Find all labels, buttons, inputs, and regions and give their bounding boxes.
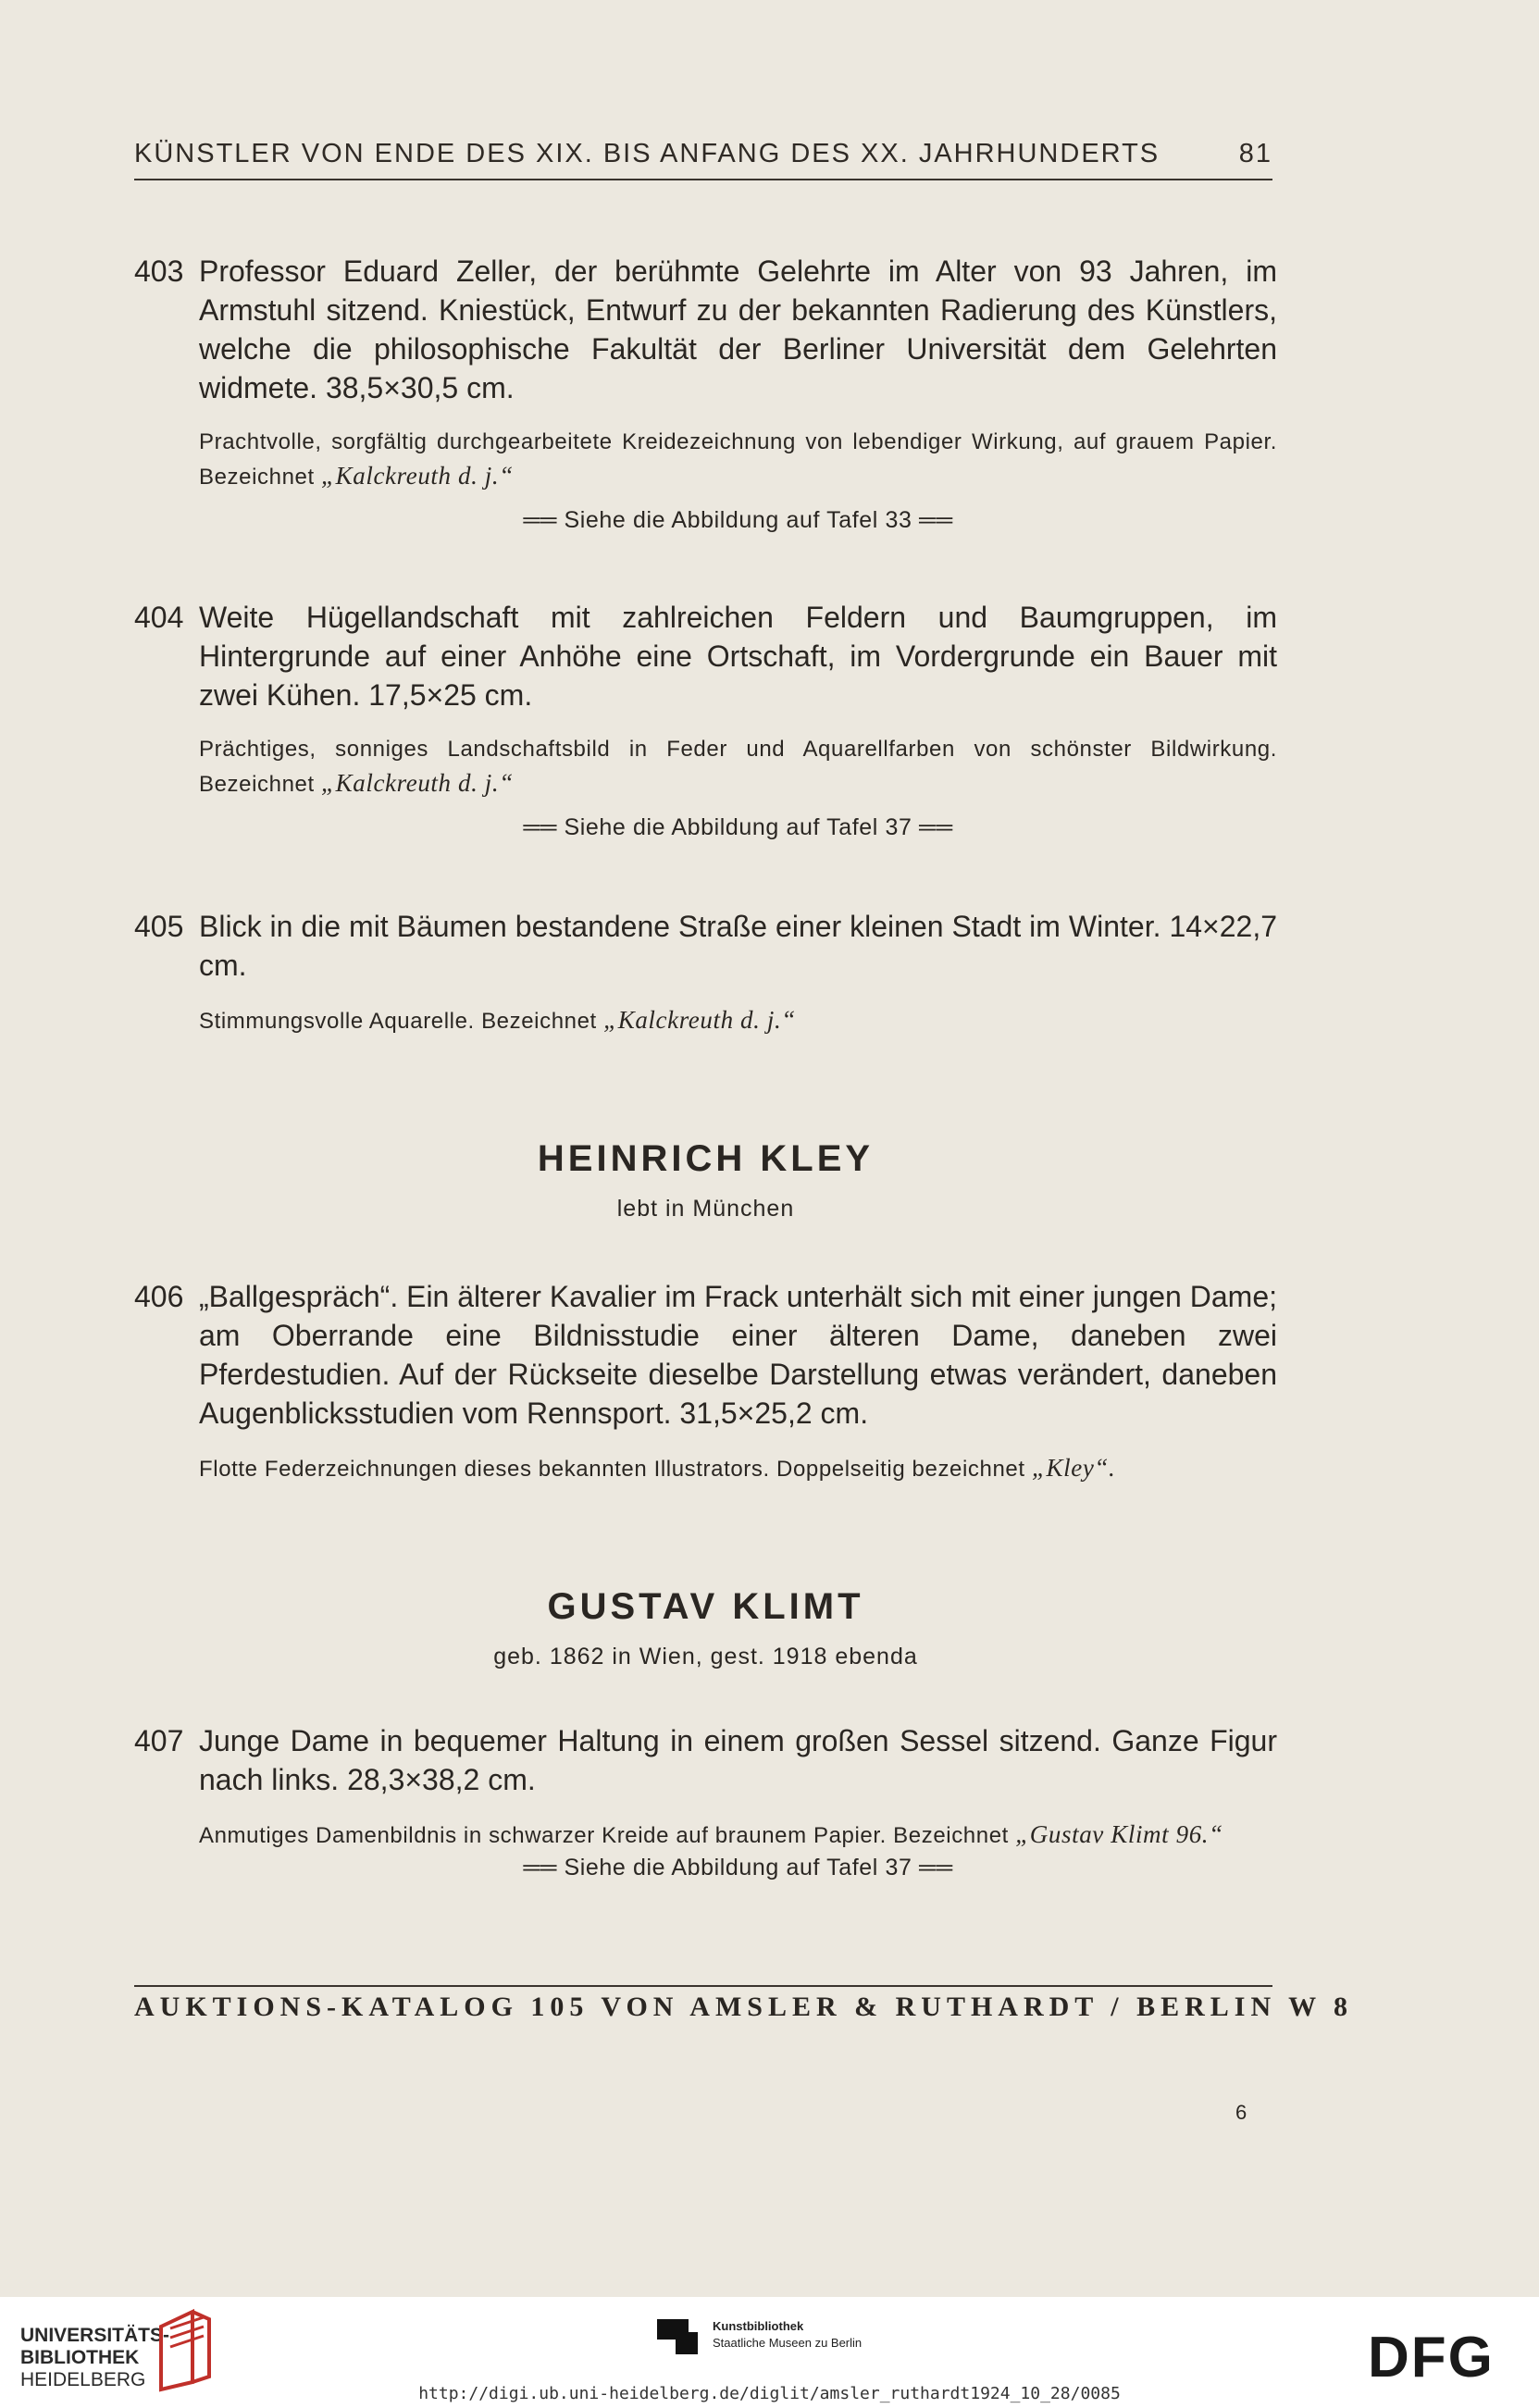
- entry-description: Junge Dame in bequemer Haltung in einem großen Sessel sitzend. Ganze Figur nach links. 28,3×38,2 cm.: [199, 1724, 1277, 1796]
- entry-note: [199, 733, 1277, 801]
- note-signature: „Kalckreuth d. j.“: [603, 1006, 796, 1034]
- plate-reference: ══ Siehe die Abbildung auf Tafel 37 ══: [523, 1855, 953, 1880]
- catalog-entry-405: [134, 907, 1277, 1038]
- artist-name-kley: HEINRICH KLEY: [537, 1138, 875, 1179]
- entry-note: [199, 1003, 1277, 1038]
- note-text: Flotte Federzeichnungen dieses bekannten Illustrators. Doppelseitig bezeichnet: [199, 1457, 1025, 1482]
- note-signature: „Kalckreuth d. j.“: [321, 462, 514, 490]
- catalog-entry-406: [134, 1277, 1277, 1486]
- entry-number: 406: [134, 1280, 184, 1313]
- note-signature: „Kley“.: [1031, 1454, 1116, 1482]
- running-head-title: KÜNSTLER VON ENDE DES XIX. BIS ANFANG DES XX. JAHRHUNDERTS: [134, 139, 1160, 168]
- ub-logo-line1: UNIVERSITÄTS-: [20, 2325, 170, 2346]
- entry-number: 405: [134, 910, 184, 943]
- kunstbibliothek-text: [713, 2318, 862, 2352]
- note-text: Anmutiges Damenbildnis in schwarzer Kreide auf braunem Papier. Bezeichnet: [199, 1823, 1009, 1848]
- entry-number: 404: [134, 601, 184, 634]
- kunstbibliothek-icon: [655, 2314, 701, 2356]
- entry-number: 403: [134, 254, 184, 288]
- entry-note: [199, 1451, 1277, 1486]
- sheet-number: 6: [1235, 2101, 1247, 2124]
- dfg-logo[interactable]: DFG: [1368, 2326, 1495, 2389]
- note-text: Stimmungsvolle Aquarelle. Bezeichnet: [199, 1009, 597, 1034]
- kb-line2: Staatliche Museen zu Berlin: [713, 2336, 863, 2350]
- kunstbibliothek-logo[interactable]: [655, 2314, 862, 2356]
- entry-description: „Ballgespräch“. Ein älterer Kavalier im Frack unterhält sich mit einer jungen Dame; am Oberrande eine Bildnisstudie einer älteren Dame, daneben zwei Pferdestudien. Auf der Rückseite dieselbe Darstellung etwas verändert, daneben Augenblicksstudien vom Rennsport. 31,5×25,2 cm.: [199, 1280, 1277, 1430]
- note-text: Prachtvolle, sorgfältig durchgearbeitete Kreidezeichnung von lebendiger Wirkung, auf grauem Papier. Bezeichnet: [199, 429, 1277, 490]
- kb-line1: Kunstbibliothek: [713, 2319, 804, 2333]
- note-signature: „Kalckreuth d. j.“: [321, 769, 514, 797]
- artist-name-klimt: GUSTAV KLIMT: [547, 1586, 864, 1627]
- running-head: [134, 139, 1272, 169]
- catalog-entry-407: [134, 1721, 1277, 1881]
- note-signature: „Gustav Klimt 96.“: [1015, 1820, 1223, 1848]
- catalog-footer: AUKTIONS-KATALOG 105 VON AMSLER & RUTHARDT / BERLIN W 8: [134, 1992, 1354, 2022]
- entry-number: 407: [134, 1724, 184, 1757]
- entry-note: [199, 1818, 1277, 1853]
- catalog-entry-404: [134, 598, 1277, 841]
- ub-logo-line3: HEIDELBERG: [20, 2369, 146, 2390]
- note-text: Prächtiges, sonniges Landschaftsbild in Feder und Aquarellfarben von schönster Bildwirkung. Bezeichnet: [199, 737, 1277, 797]
- plate-reference: ══ Siehe die Abbildung auf Tafel 37 ══: [523, 814, 953, 840]
- page-number: 81: [1238, 139, 1272, 168]
- plate-reference: ══ Siehe die Abbildung auf Tafel 33 ══: [523, 507, 953, 533]
- catalog-entry-403: [134, 252, 1277, 534]
- entry-description: Professor Eduard Zeller, der berühmte Gelehrte im Alter von 93 Jahren, im Armstuhl sitzend. Kniestück, Entwurf zu der bekannten Radierung des Künstlers, welche die philosophische Fakultät der Berliner Universität dem Gelehrten widmete. 38,5×30,5 cm.: [199, 254, 1277, 404]
- entry-note: [199, 426, 1277, 494]
- artist-subtitle-klimt: geb. 1862 in Wien, gest. 1918 ebenda: [493, 1644, 918, 1669]
- footer-rule: [134, 1985, 1272, 1987]
- header-rule: [134, 179, 1272, 180]
- entry-description: Blick in die mit Bäumen bestandene Straße einer kleinen Stadt im Winter. 14×22,7 cm.: [199, 910, 1277, 982]
- entry-description: Weite Hügellandschaft mit zahlreichen Feldern und Baumgruppen, im Hintergrunde auf einer Anhöhe eine Ortschaft, im Vordergrunde ein Bauer mit zwei Kühen. 17,5×25 cm.: [199, 601, 1277, 712]
- artist-subtitle-kley: lebt in München: [616, 1196, 795, 1222]
- permalink-url[interactable]: http://digi.ub.uni-heidelberg.de/diglit/amsler_ruthardt1924_10_28/0085: [418, 2384, 1121, 2403]
- ub-heidelberg-logo[interactable]: [20, 2325, 169, 2391]
- ub-logo-line2: BIBLIOTHEK: [20, 2347, 140, 2368]
- ub-building-icon: [155, 2308, 215, 2393]
